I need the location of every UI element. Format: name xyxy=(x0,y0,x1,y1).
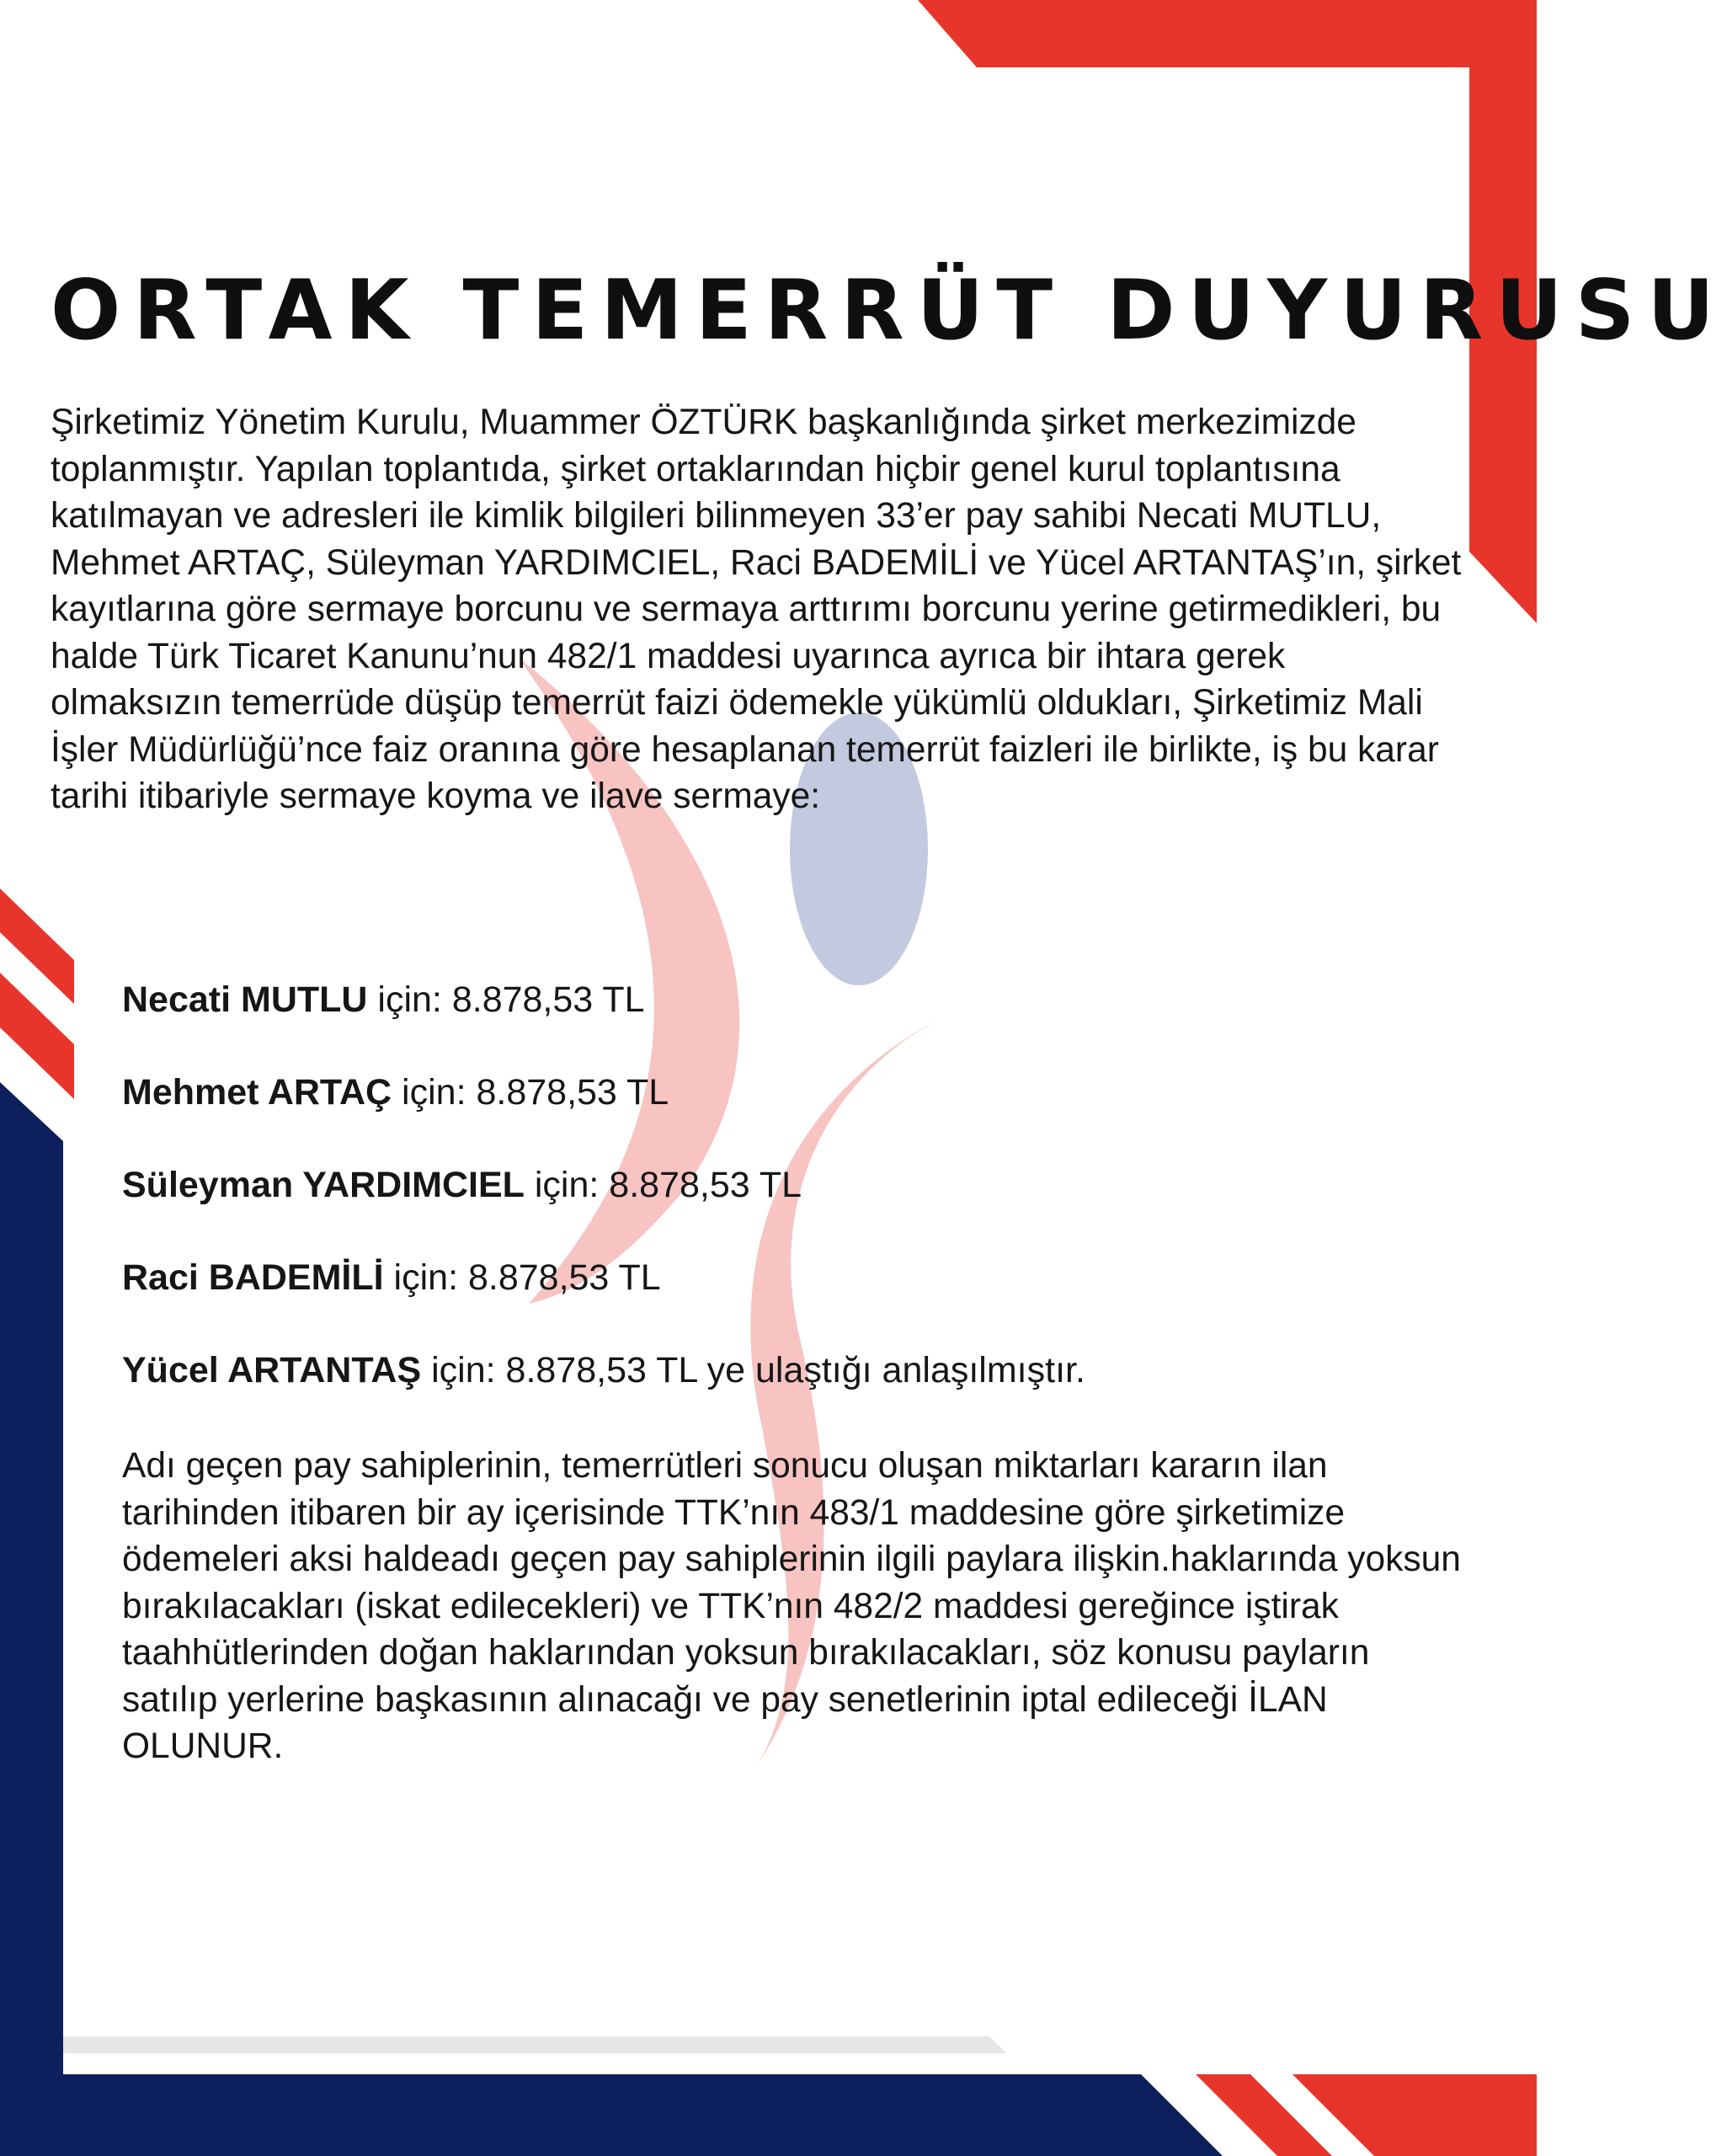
payment-amount: için: 8.878,53 TL ye ulaştığı anlaşılmıştır. xyxy=(421,1350,1085,1390)
closing-paragraph: Adı geçen pay sahiplerinin, temerrütleri sonucu oluşan miktarları kararın ilan tarihinden itibaren bir ay içerisinde TTK’nın 483/1 maddesine göre şirketimize ödemeleri aksi haldeadı geçen pay sahiplerinin ilgili paylara ilişkin.haklarında yoksun bırakılacakları (iskat edilecekleri) ve TTK’nın 482/2 maddesi gereğince iştirak taahhütlerinden doğan haklarından yoksun bırakılacakları, söz konusu payların satılıp yerlerine başkasının alınacağı ve pay senetlerinin iptal edileceği İLAN OLUNUR. xyxy=(122,1446,1461,1766)
shareholder-name: Raci BADEMİLİ xyxy=(122,1257,384,1298)
payment-list xyxy=(122,977,1469,1440)
shareholder-name: Necati MUTLU xyxy=(122,979,368,1020)
payment-amount: için: 8.878,53 TL xyxy=(367,979,645,1020)
shareholder-name: Mehmet ARTAÇ xyxy=(122,1072,392,1113)
shareholder-name: Yücel ARTANTAŞ xyxy=(122,1350,422,1390)
payment-line xyxy=(122,1070,1469,1162)
payment-amount: için: 8.878,53 TL xyxy=(392,1072,669,1113)
intro-paragraph: Şirketimiz Yönetim Kurulu, Muammer ÖZTÜRK başkanlığında şirket merkezimizde toplanmıştır. Yapılan toplantıda, şirket ortaklarından hiçbir genel kurul toplantısına katılmayan ve adresleri ile kimlik bilgileri bilinmeyen 33’er pay sahibi Necati MUTLU, Mehmet ARTAÇ, Süleyman YARDIMCIEL, Raci BADEMİLİ ve Yücel ARTANTAŞ’ın, şirket kayıtlarına göre sermaye borcunu ve sermaya arttırımı borcunu yerine getirmedikleri, bu halde Türk Ticaret Kanunu’nun 482/1 maddesi uyarınca ayrıca bir ihtara gerek olmaksızın temerrüde düşüp temerrüt faizi ödemekle yükümlü oldukları, Şirketimiz Mali İşler Müdürlüğü’nce faiz oranına göre hesaplanan temerrüt faizleri ile birlikte, iş bu karar tarihi itibariyle sermaye koyma ve ilave sermaye: xyxy=(51,403,1462,816)
payment-line xyxy=(122,1162,1469,1255)
payment-amount: için: 8.878,53 TL xyxy=(383,1257,661,1298)
payment-line xyxy=(122,1255,1469,1348)
payment-line xyxy=(122,977,1469,1070)
payment-amount: için: 8.878,53 TL xyxy=(524,1165,802,1205)
payment-line xyxy=(122,1348,1469,1440)
shareholder-name: Süleyman YARDIMCIEL xyxy=(122,1165,525,1205)
notice-title: ORTAK TEMERRÜT DUYURUSU xyxy=(51,263,1727,359)
